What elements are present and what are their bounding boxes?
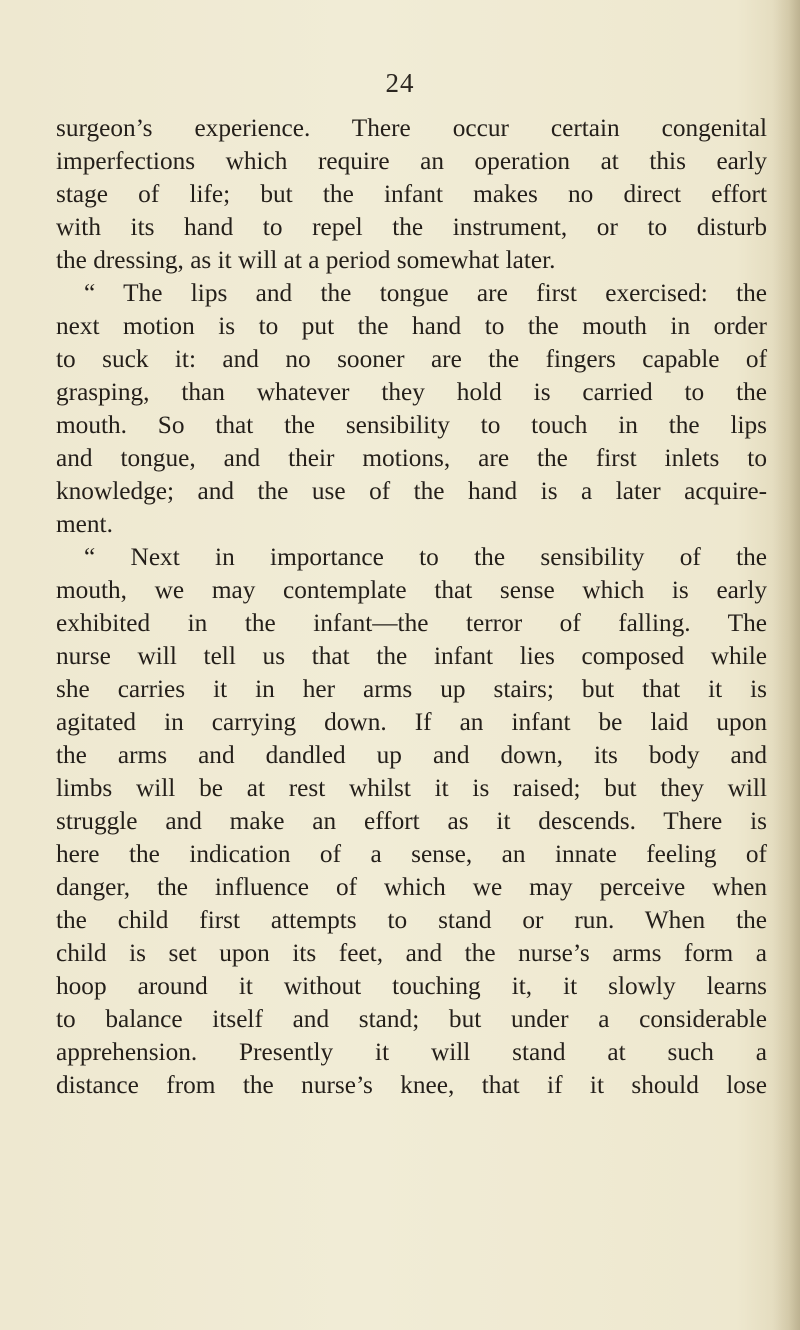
text-line: here the indication of a sense, an innate feeling of bbox=[56, 840, 767, 868]
text-line: nurse will tell us that the infant lies composed while bbox=[56, 642, 767, 670]
text-line: child is set upon its feet, and the nurse’s arms form a bbox=[56, 939, 767, 967]
text-line: she carries it in her arms up stairs; but that it is bbox=[56, 675, 767, 703]
text-line: “ The lips and the tongue are first exercised: the bbox=[84, 279, 767, 307]
text-line: next motion is to put the hand to the mouth in order bbox=[56, 312, 767, 340]
text-line: the child first attempts to stand or run. When the bbox=[56, 906, 767, 934]
text-line: hoop around it without touching it, it slowly learns bbox=[56, 972, 767, 1000]
text-line: limbs will be at rest whilst it is raised; but they will bbox=[56, 774, 767, 802]
text-line: the arms and dandled up and down, its body and bbox=[56, 741, 767, 769]
text-line: exhibited in the infant—the terror of falling. The bbox=[56, 609, 767, 637]
text-line: distance from the nurse’s knee, that if it should lose bbox=[56, 1071, 767, 1099]
text-line: to suck it: and no sooner are the fingers capable of bbox=[56, 345, 767, 373]
text-line: grasping, than whatever they hold is carried to the bbox=[56, 378, 767, 406]
text-line: imperfections which require an operation at this early bbox=[56, 147, 767, 175]
text-line: knowledge; and the use of the hand is a later acquire- bbox=[56, 477, 767, 505]
text-line: the dressing, as it will at a period somewhat later. bbox=[56, 246, 556, 274]
body-text bbox=[56, 112, 767, 1102]
text-line: stage of life; but the infant makes no direct effort bbox=[56, 180, 767, 208]
text-line: mouth, we may contemplate that sense which is early bbox=[56, 576, 767, 604]
text-line: danger, the influence of which we may perceive when bbox=[56, 873, 767, 901]
text-line: struggle and make an effort as it descends. There is bbox=[56, 807, 767, 835]
page-edge-shadow bbox=[772, 0, 800, 1330]
text-line: apprehension. Presently it will stand at such a bbox=[56, 1038, 767, 1066]
text-line: to balance itself and stand; but under a considerable bbox=[56, 1005, 767, 1033]
text-line: agitated in carrying down. If an infant be laid upon bbox=[56, 708, 767, 736]
text-line: ment. bbox=[56, 510, 113, 538]
text-line: with its hand to repel the instrument, or to disturb bbox=[56, 213, 767, 241]
text-line: “ Next in importance to the sensibility of the bbox=[84, 543, 767, 571]
text-line: surgeon’s experience. There occur certain congenital bbox=[56, 114, 767, 142]
text-line: mouth. So that the sensibility to touch in the lips bbox=[56, 411, 767, 439]
text-line: and tongue, and their motions, are the first inlets to bbox=[56, 444, 767, 472]
page-number: 24 bbox=[385, 68, 415, 98]
